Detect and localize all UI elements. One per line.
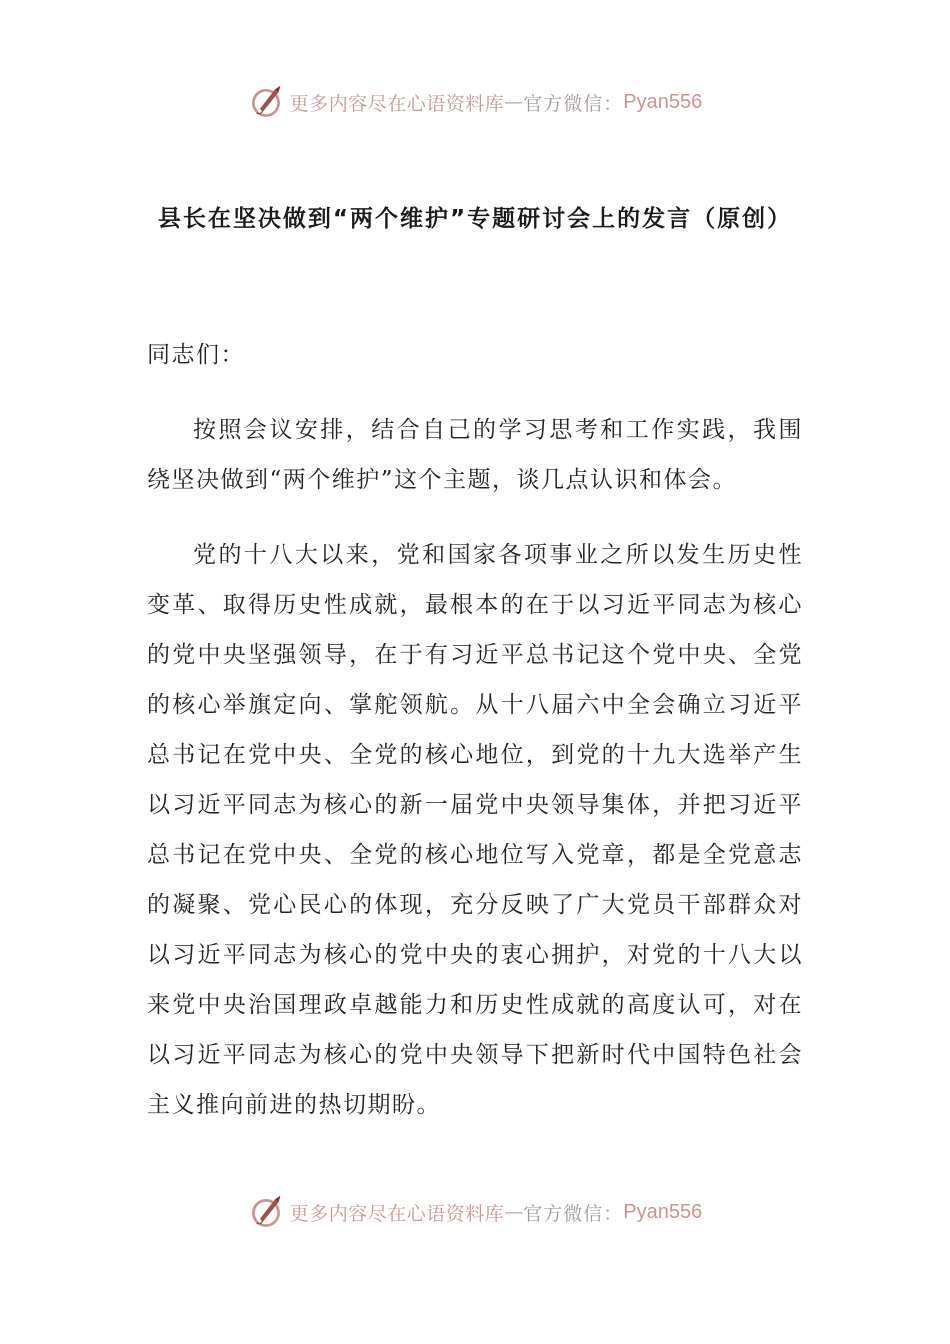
watermark-contact-id: Pyan556 — [623, 90, 703, 113]
document-title: 县长在坚决做到“两个维护”专题研讨会上的发言（原创） — [157, 206, 793, 232]
quill-pen-logo-icon — [248, 1194, 284, 1230]
watermark-separator: — — [504, 91, 524, 113]
header-watermark — [0, 82, 950, 122]
document-body — [147, 330, 803, 1155]
paragraph-body: 党的十八大以来，党和国家各项事业之所以发生历史性变革、取得历史性成就，最根本的在于以习近平同志为核心的党中央坚强领导，在于有习近平总书记这个党中央、全党的核心举旗定向、掌舵领航。从十八届六中全会确立习近平总书记在党中央、全党的核心地位，到党的十九大选举产生以习近平同志为核心的新一届党中央领导集体，并把习近平总书记在党中央、全党的核心地位写入党章，都是全党意志的凝聚、党心民心的体现，充分反映了广大党员干部群众对以习近平同志为核心的党中央的衷心拥护，对党的十八大以来党中央治国理政卓越能力和历史性成就的高度认可，对在以习近平同志为核心的党中央领导下把新时代中国特色社会主义推向前进的热切期盼。 — [147, 542, 803, 1118]
watermark-contact-label: 官方微信： — [523, 92, 624, 115]
paragraph-intro: 按照会议安排，结合自己的学习思考和工作实践，我围绕坚决做到“两个维护”这个主题，谈几点认识和体会。 — [147, 417, 803, 493]
quill-pen-logo-icon — [248, 84, 284, 120]
watermark-contact-label: 官方微信： — [523, 1202, 624, 1225]
watermark-main-text: 更多内容尽在心语资料库 — [289, 1202, 505, 1225]
footer-watermark — [0, 1192, 950, 1232]
watermark-main-text: 更多内容尽在心语资料库 — [289, 92, 505, 115]
salutation: 同志们： — [147, 342, 245, 368]
watermark-contact-id: Pyan556 — [623, 1200, 703, 1223]
watermark-separator: — — [504, 1201, 524, 1223]
